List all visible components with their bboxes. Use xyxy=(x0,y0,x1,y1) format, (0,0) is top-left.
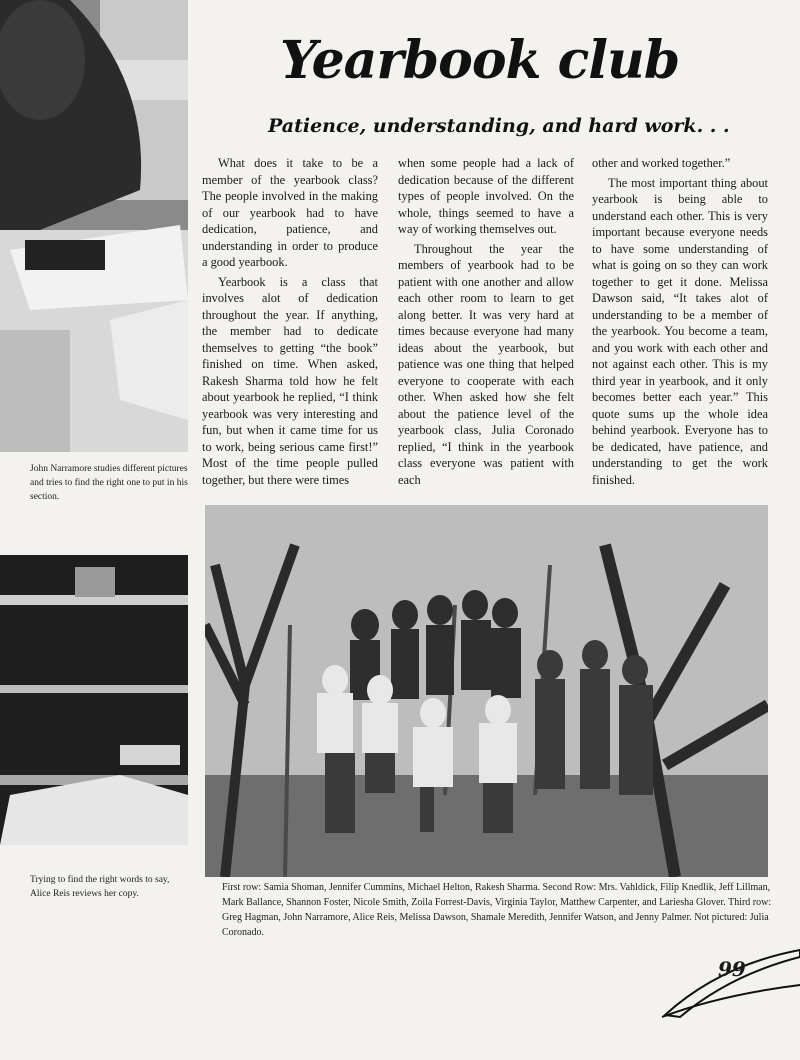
photo-student-studying-pictures xyxy=(0,0,188,452)
article-paragraph: when some people had a lack of dedication because of the different types of people involved. On the whole, things seemed to have a way of working themselves out. xyxy=(398,156,574,236)
article-column-1 xyxy=(202,155,378,491)
article-paragraph: The most important thing about yearbook is being able to understand each other. This is very important because everyone needs to have some understanding of what is going on so they can work together to get it done. Melissa Dawson said, “It takes alot of understanding to be a member of the yearbook. You become a team, and you work with each other and not against each other. This is my third year in yearbook, and it only becomes better each year.” This quote sums up the whole idea behind yearbook. Everyone has to be dedicated, have patience, and understanding to get the work finished. xyxy=(592,175,768,487)
article-paragraph: Yearbook is a class that involves alot of dedication throughout the year. If anything, the member had to dedicate themselves to getting “the book” finished on time. When asked, Rakesh Sharma told how he felt about yearbook he replied, “I think yearbook was very interesting and fun, but when it came time for us to work, being serious came first!” Most of the time people pulled together, but there were times xyxy=(202,274,378,487)
article-paragraph: Throughout the year the members of yearbook had to be patient with one another and allow each other room to learn to get along better. It was very hard at times because everyone had many ideas about the yearbook, but patience was one thing that helped everyone to cooperate with each other. When asked how she felt about the patience level of the yearbook class, Julia Coronado replied, “I think in the yearbook class everyone was patient with each xyxy=(398,241,574,487)
photo-student-reviewing-copy xyxy=(0,555,188,845)
group-photo-caption: First row: Samia Shoman, Jennifer Cummins, Michael Helton, Rakesh Sharma. Second Row: Mrs. Vahldick, Filip Knedlik, Jeff Lillman, Mark Ballance, Shannon Foster, Nicole Smith, Zoila Forrest-Davis, Virginia Taylor, Matthew Carpenter, and Lariesha Glover. Third row: Greg Hagman, John Narramore, Alice Reis, Melissa Dawson, Shamale Meredith, Jennifer Watson, and Jenny Palmer. Not pictured: Julia Coronado. xyxy=(222,882,772,938)
article-paragraph: What does it take to be a member of the yearbook class? The people involved in the making of our yearbook had to have dedication, patience, and understanding in order to produce a good yearbook. xyxy=(202,156,378,269)
page-subtitle: Patience, understanding, and hard work. . . xyxy=(268,115,730,137)
article-column-3 xyxy=(592,155,768,491)
article-column-2 xyxy=(398,155,574,491)
article-paragraph: other and worked together.” xyxy=(592,156,731,170)
photo-caption: Trying to find the right words to say, Alice Reis reviews her copy. xyxy=(30,875,170,899)
photo-yearbook-club-group xyxy=(205,505,768,877)
page-title: Yearbook club xyxy=(280,30,680,91)
photo-caption: John Narramore studies different pictures and tries to find the right one to put in his section. xyxy=(30,464,188,502)
page-number: 99 xyxy=(718,957,746,981)
